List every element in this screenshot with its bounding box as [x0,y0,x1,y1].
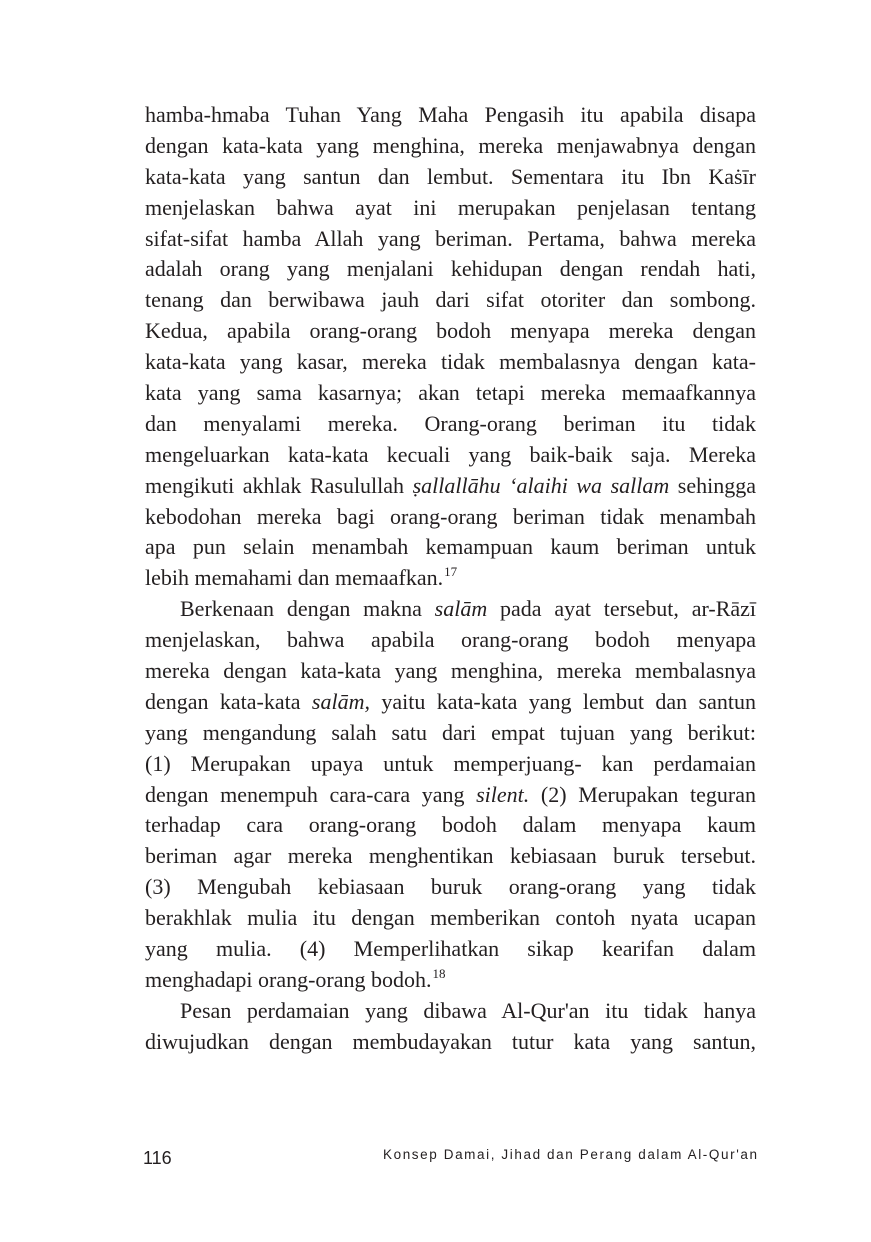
text-segment: mengikuti akhlak Rasulullah [145,472,413,498]
italic-term: ṣallallāhu ‘alaihi wa sallam [412,472,670,498]
text-line: hamba-hmaba Tuhan Yang Maha Pengasih itu apabila disapa [145,102,756,127]
text-line: apa pun selain menambah kemampuan kaum beriman untuk [145,534,756,560]
text-line [145,687,756,718]
text-line: kata-kata yang kasar, mereka tidak membalasnya dengan kata- [145,349,756,375]
text-line: dengan kata-kata yang menghina, mereka menjawabnya dengan [145,132,756,158]
text-segment: menghadapi orang-orang bodoh. [145,966,432,992]
text-line: berakhlak mulia itu dengan memberikan contoh nyata ucapan [145,905,756,931]
text-line: (3) Mengubah kebiasaan buruk orang-orang yang tidak [145,874,756,900]
text-segment: lebih memahami dan memaafkan. [145,565,444,591]
text-line: yang mulia. (4) Memperlihatkan sikap kearifan dalam [145,936,756,962]
text-line: kata-kata yang santun dan lembut. Sementara itu Ibn Kaṡīr [145,163,756,189]
text-segment: (2) Merupakan teguran [529,781,756,807]
text-line: Pesan perdamaian yang dibawa Al-Qur'an itu tidak hanya [180,997,756,1023]
text-line: menjelaskan bahwa ayat ini merupakan penjelasan tentang [145,194,756,220]
text-line [145,563,756,594]
paragraph-2 [145,594,756,996]
text-line: beriman agar mereka menghentikan kebiasaan buruk tersebut. [145,843,756,869]
footnote-reference: 17 [444,564,458,580]
italic-term: silent. [476,781,530,807]
italic-term: salām, [311,688,370,714]
text-segment: dengan kata-kata [145,688,312,714]
page-footer [143,1145,757,1171]
text-segment: yaitu kata-kata yang lembut dan santun [369,688,756,714]
text-line: kebodohan mereka bagi orang-orang beriman tidak menambah [145,503,756,529]
text-line: kata yang sama kasarnya; akan tetapi mereka memaafkannya [145,380,756,406]
text-line: terhadap cara orang-orang bodoh dalam menyapa kaum [145,812,756,838]
paragraph-1 [145,100,756,594]
text-segment: sehingga [669,472,756,498]
text-line: dan menyalami mereka. Orang-orang beriman itu tidak [145,410,756,436]
text-line: tenang dan berwibawa jauh dari sifat otoriter dan sombong. [145,287,756,313]
text-line: diwujudkan dengan membudayakan tutur kata yang santun, [145,1028,756,1054]
text-segment: Berkenaan dengan makna [180,596,435,622]
text-line: sifat-sifat hamba Allah yang beriman. Pertama, bahwa mereka [145,225,756,251]
text-segment: pada ayat tersebut, ar-Rāzī [487,596,757,622]
footnote-reference: 18 [432,965,446,981]
body-text [145,100,756,1058]
text-line: menjelaskan, bahwa apabila orang-orang bodoh menyapa [145,627,756,653]
running-footer-title: Konsep Damai, Jihad dan Perang dalam Al-Qur'an [382,1147,759,1162]
italic-term: salām [434,596,488,622]
text-line: yang mengandung salah satu dari empat tujuan yang berikut: [145,719,756,745]
text-line: adalah orang yang menjalani kehidupan dengan rendah hati, [145,256,756,282]
paragraph-3 [145,996,756,1058]
text-line: mengeluarkan kata-kata kecuali yang baik-baik saja. Mereka [145,441,756,467]
text-line: Kedua, apabila orang-orang bodoh menyapa mereka dengan [145,318,756,344]
text-line [145,471,756,502]
text-line [145,780,756,811]
text-line: (1) Merupakan upaya untuk memperjuang- kan perdamaian [145,750,756,776]
text-line: mereka dengan kata-kata yang menghina, mereka membalasnya [145,658,756,684]
text-segment: dengan menempuh cara-cara yang [145,781,477,807]
text-line [145,594,756,625]
page-number: 116 [143,1148,172,1168]
text-line [145,965,756,996]
